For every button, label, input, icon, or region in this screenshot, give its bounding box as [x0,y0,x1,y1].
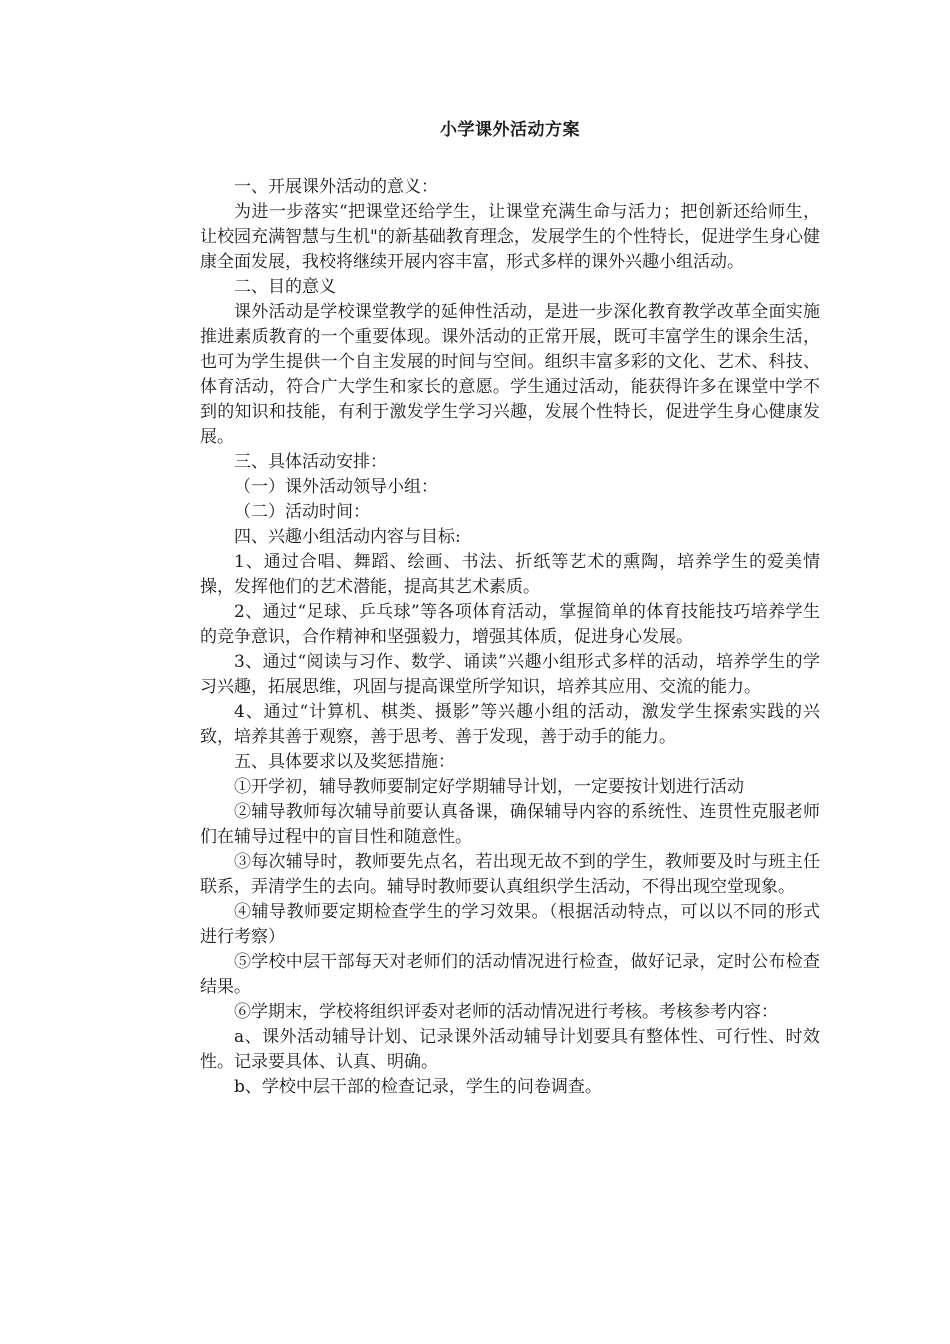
requirement-item-3: ③每次辅导时，教师要先点名，若出现无故不到的学生，教师要及时与班主任联系，弄清学生的去向。辅导时教师要认真组织学生活动，不得出现空堂现象。 [200,852,820,897]
section-heading-content-goals: 四、兴趣小组活动内容与目标: [234,527,461,547]
subheading-leadership-group: （一）课外活动领导小组： [234,477,438,497]
paragraph-purpose: 课外活动是学校课堂教学的延伸性活动，是进一步深化教育教学改革全面实施推进素质教育的一个重要体现。课外活动的正常开展，既可丰富学生的课余生活，也可为学生提供一个自主发展的时间与空间。组织丰富多彩的文化、艺术、科技、体育活动，符合广大学生和家长的意愿。学生通过活动，能获得许多在课堂中学不到的知识和技能，有利于激发学生学习兴趣，发展个性特长，促进学生身心健康发展。 [200,302,820,447]
requirement-item-6: ⑥学期末，学校将组织评委对老师的活动情况进行考核。考核参考内容： [234,1002,778,1022]
section-heading-purpose: 二、目的意义 [234,277,336,297]
section-heading-requirements: 五、具体要求以及奖惩措施： [234,752,455,772]
assessment-item-b: b、学校中层干部的检查记录，学生的问卷调查。 [234,1077,602,1097]
document-title: 小学课外活动方案 [440,120,580,140]
requirement-item-4: ④辅导教师要定期检查学生的学习效果。（根据活动特点，可以以不同的形式进行考察） [200,902,820,947]
list-item-art: 1、通过合唱、舞蹈、绘画、书法、折纸等艺术的熏陶，培养学生的爱美情操，发挥他们的艺术潜能，提高其艺术素质。 [200,552,820,597]
requirement-item-2: ②辅导教师每次辅导前要认真备课，确保辅导内容的系统性、连贯性克服老师们在辅导过程中的盲目性和随意性。 [200,802,820,847]
subheading-activity-time: （二）活动时间： [234,502,370,522]
document-body [200,118,820,1100]
list-item-sports: 2、通过“足球、乒乓球”等各项体育活动，掌握简单的体育技能技巧培养学生的竞争意识，合作精神和坚强毅力，增强其体质，促进身心发展。 [200,602,820,647]
assessment-item-a: a、课外活动辅导计划、记录课外活动辅导计划要具有整体性、可行性、时效性。记录要具体、认真、明确。 [200,1027,820,1072]
list-item-reading: 3、通过“阅读与习作、数学、诵读”兴趣小组形式多样的活动，培养学生的学习兴趣，拓展思维，巩固与提高课堂所学知识，培养其应用、交流的能力。 [200,652,820,697]
requirement-item-1: ①开学初，辅导教师要制定好学期辅导计划，一定要按计划进行活动 [234,777,744,797]
section-heading-significance: 一、开展课外活动的意义： [234,177,438,197]
paragraph-significance: 为进一步落实“把课堂还给学生，让课堂充满生命与活力；把创新还给师生，让校园充满智慧与生机"的新基础教育理念，发展学生的个性特长，促进学生身心健康全面发展，我校将继续开展内容丰富，形式多样的课外兴趣小组活动。 [200,202,820,272]
list-item-computer: 4、通过“计算机、棋类、摄影”等兴趣小组的活动，激发学生探索实践的兴致，培养其善于观察，善于思考、善于发现，善于动手的能力。 [200,702,820,747]
section-heading-arrangement: 三、具体活动安排： [234,452,387,472]
requirement-item-5: ⑤学校中层干部每天对老师们的活动情况进行检查，做好记录，定时公布检查结果。 [200,952,820,997]
